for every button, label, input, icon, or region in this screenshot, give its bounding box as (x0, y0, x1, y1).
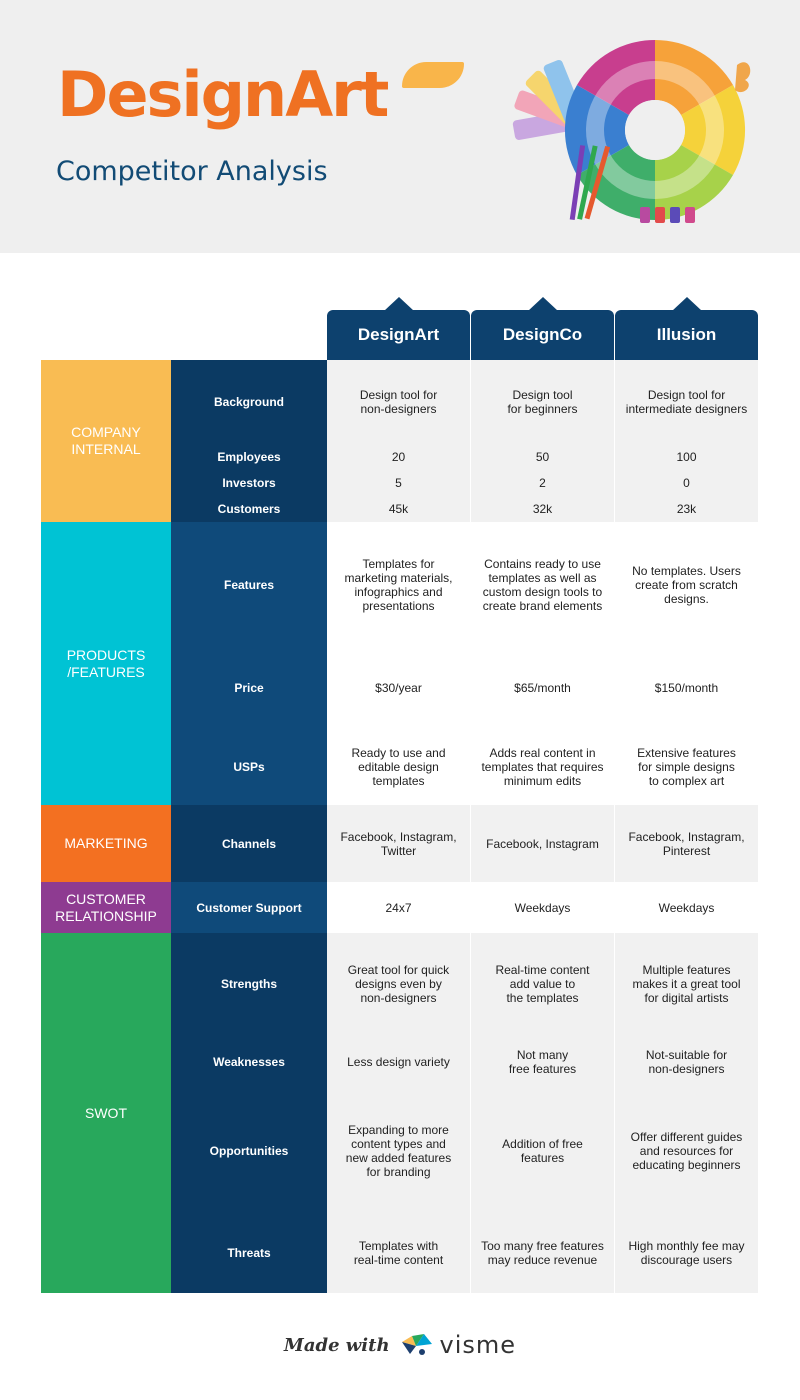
row-label-usps: USPs (233, 759, 265, 774)
table-cell: Facebook, Instagram, Pinterest (628, 829, 745, 858)
row-label-customer-support: Customer Support (196, 900, 302, 915)
table-cell: $30/year (375, 680, 422, 695)
table-cell: 5 (395, 476, 402, 490)
row-label-strengths: Strengths (220, 976, 277, 991)
page-subtitle: Competitor Analysis (56, 156, 328, 187)
table-cell: Weekdays (658, 900, 715, 915)
row-label-background: Background (213, 395, 284, 409)
table-cell: Templates with real-time content (353, 1239, 444, 1267)
category-1: PRODUCTS /FEATURES (41, 522, 171, 805)
table-cell: High monthly fee may discourage users (628, 1239, 745, 1267)
table-cell: Adds real content in templates that requires minimum edits (481, 745, 604, 788)
visme-logo-icon (400, 1332, 434, 1358)
table-cell: Great tool for quick designs even by non-designers (347, 962, 450, 1005)
column-header-designart: DesignArt (327, 310, 470, 360)
table-cell: $65/month (514, 680, 571, 695)
row-label-threats: Threats (227, 1246, 271, 1260)
table-cell: Extensive features for simple designs to complex art (637, 745, 736, 788)
table-cell: Contains ready to use templates as well as custom design tools to create brand elements (482, 556, 603, 613)
table-cell: 2 (539, 476, 546, 490)
table-cell: 20 (391, 450, 406, 464)
category-4: SWOT (41, 933, 171, 1293)
table-cell: Facebook, Instagram, Twitter (340, 829, 457, 858)
table-cell: Multiple features makes it a great tool for digital artists (632, 962, 741, 1005)
table-cell: Not-suitable for non-designers (645, 1047, 728, 1076)
row-label-opportunities: Opportunities (209, 1144, 289, 1158)
column-header-designco: DesignCo (471, 310, 614, 360)
table-cell: 50 (535, 450, 550, 464)
category-3: CUSTOMER RELATIONSHIP (41, 882, 171, 933)
visme-logo-text: visme (439, 1331, 517, 1359)
table-cell: Addition of free features (502, 1137, 583, 1165)
table-cell: Offer different guides and resources for educating beginners (630, 1130, 743, 1172)
table-cell: Design tool for intermediate designers (625, 388, 748, 416)
row-label-customers: Customers (217, 502, 281, 516)
table-cell: Expanding to more content types and new added features for branding (345, 1123, 452, 1179)
table-cell: Too many free features may reduce revenue (481, 1239, 604, 1267)
column-header-illusion: Illusion (615, 310, 758, 360)
table-cell: 0 (683, 476, 690, 490)
brand-title: DesignArt (57, 58, 388, 131)
row-label-employees: Employees (217, 450, 281, 464)
table-cell: Design tool for non-designers (359, 388, 438, 416)
table-cell: Real-time content add value to the templates (495, 962, 590, 1005)
table-cell: 24x7 (385, 900, 412, 915)
table-cell: 100 (676, 450, 697, 464)
table-cell: Facebook, Instagram (486, 836, 599, 851)
category-0: COMPANY INTERNAL (41, 360, 171, 522)
row-label-channels: Channels (221, 836, 276, 851)
footer (0, 1320, 800, 1370)
row-label-price: Price (234, 680, 264, 695)
category-2: MARKETING (41, 805, 171, 882)
table-cell: 45k (388, 502, 409, 516)
table-cell: Not many free features (508, 1047, 577, 1076)
table-cell: Design tool for beginners (507, 388, 578, 416)
table-cell: 23k (676, 502, 697, 516)
table-cell: No templates. Users create from scratch designs. (632, 563, 741, 606)
made-with-label: Made with (283, 1334, 390, 1356)
row-label-weaknesses: Weaknesses (213, 1054, 285, 1069)
row-label-features: Features (223, 577, 275, 592)
row-label-investors: Investors (222, 476, 276, 490)
table-cell: Weekdays (514, 900, 571, 915)
table-cell: 32k (532, 502, 553, 516)
table-cell: Less design variety (347, 1054, 450, 1069)
table-cell: Ready to use and editable design templates (351, 745, 446, 788)
table-cell: Templates for marketing materials, infographics and presentations (344, 556, 453, 613)
table-cell: $150/month (654, 680, 719, 695)
